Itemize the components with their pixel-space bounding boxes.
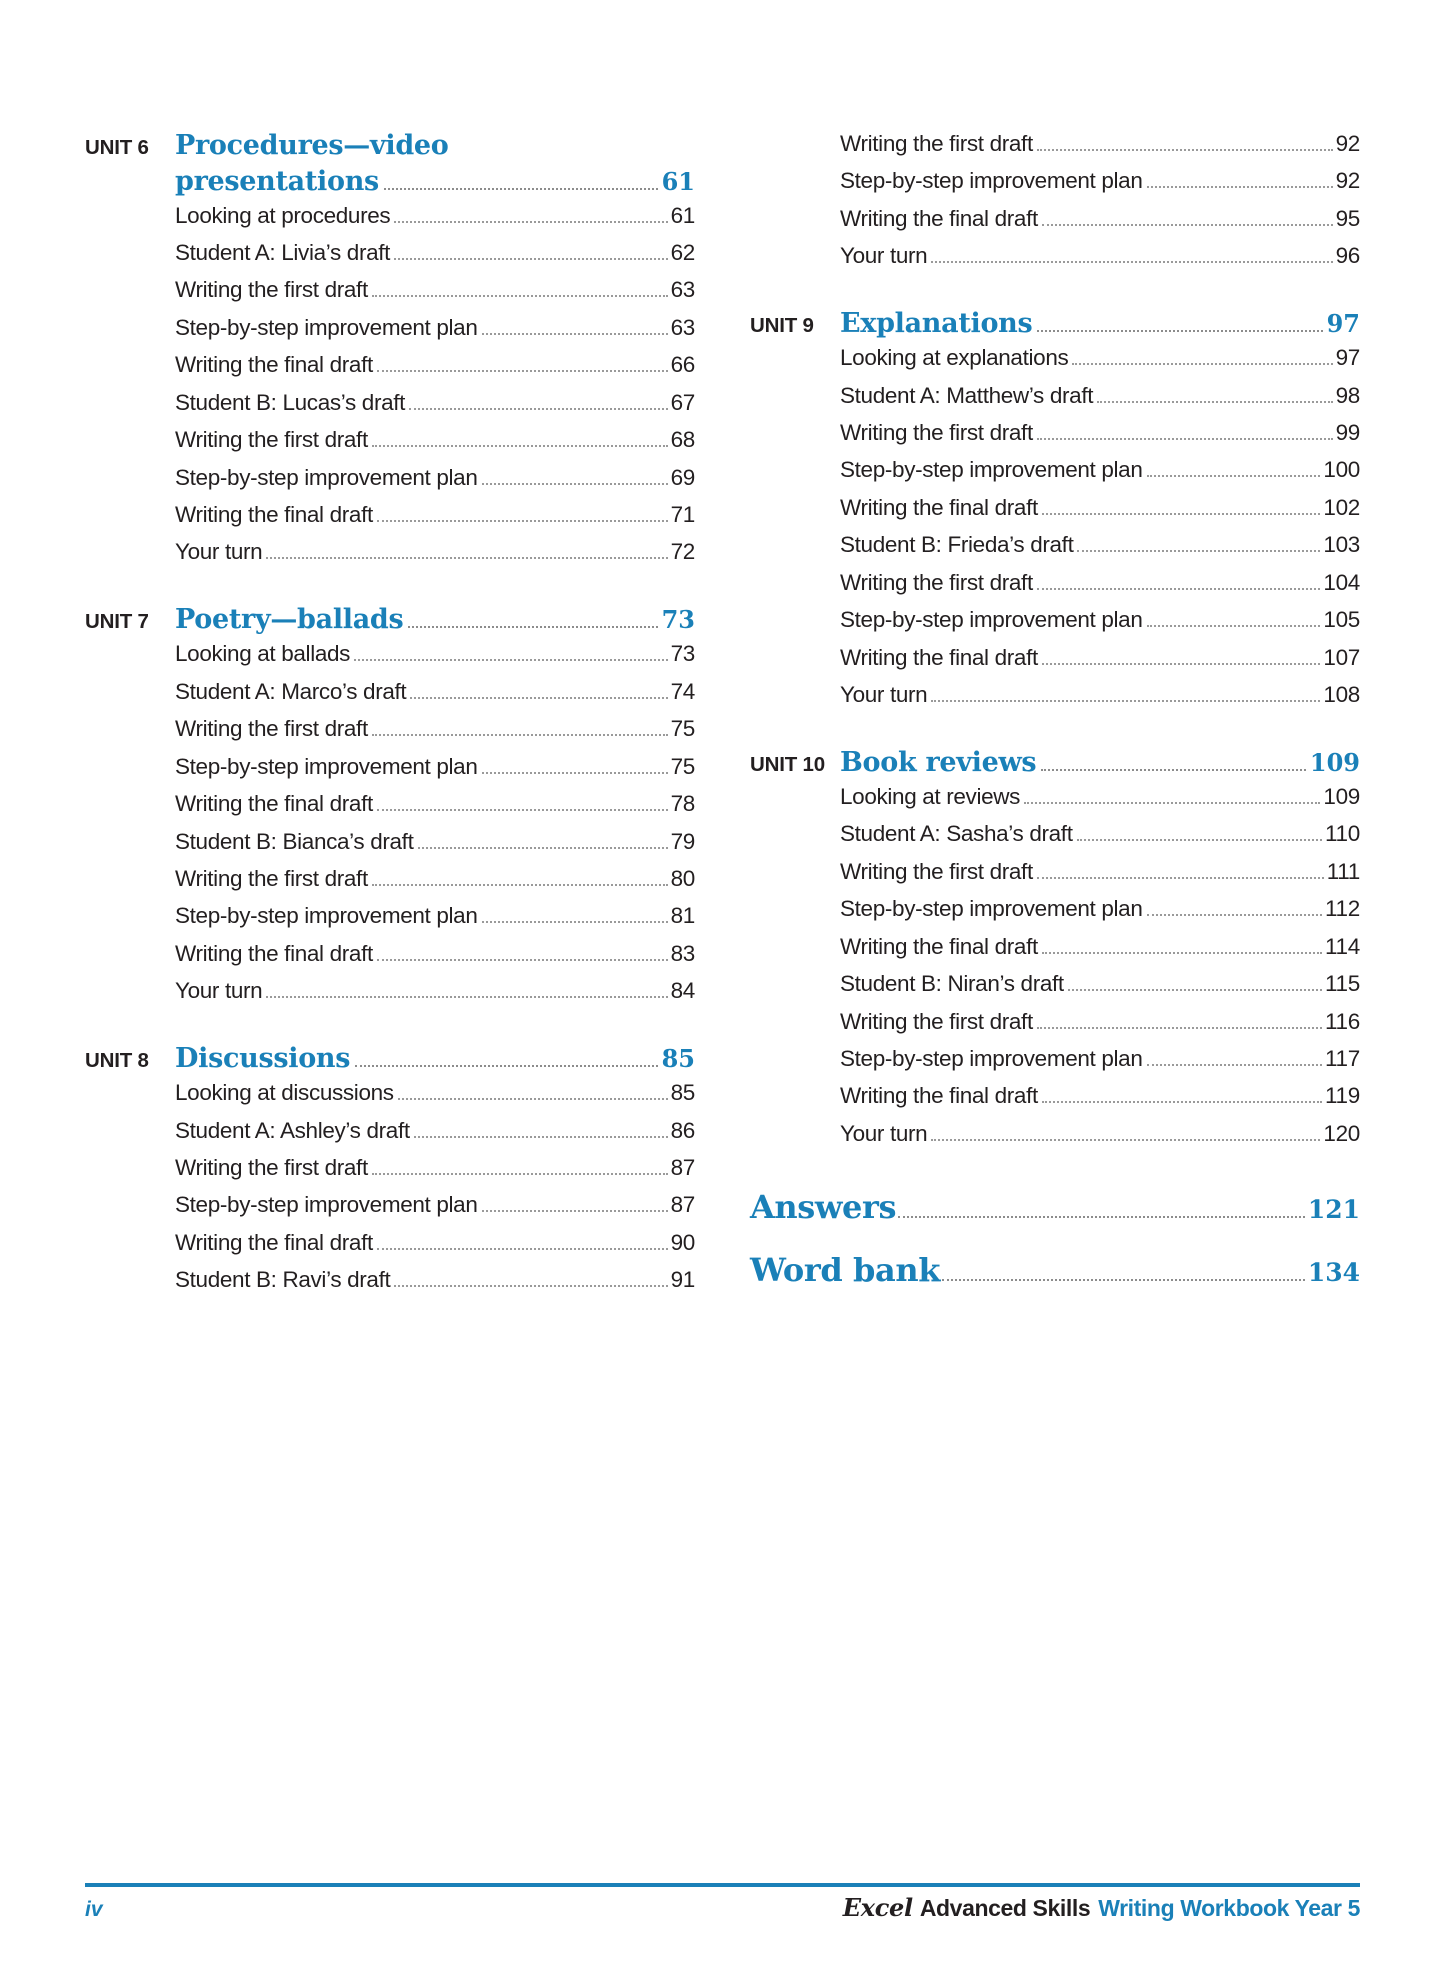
toc-entry[interactable] [175, 638, 695, 670]
toc-unit-block [85, 1041, 695, 1296]
toc-entry-page-number: 83 [670, 940, 695, 966]
toc-entry-page-number: 73 [670, 641, 695, 667]
toc-column-left [85, 128, 695, 1302]
toc-major-section-title: Answers [750, 1187, 897, 1226]
toc-entry-label: Writing the final draft [840, 205, 1038, 231]
toc-unit-title-wrap [175, 602, 695, 638]
toc-unit-page-number: 109 [1309, 748, 1360, 778]
dot-leader [1037, 1026, 1322, 1029]
dot-leader [1042, 1100, 1322, 1103]
toc-entry[interactable] [175, 938, 695, 970]
toc-entry-label: Student A: Livia’s draft [175, 239, 391, 265]
toc-entry[interactable] [175, 1115, 695, 1147]
brand-series-title: Writing Workbook Year 5 [1098, 1895, 1360, 1921]
toc-major-section-page-number: 134 [1307, 1257, 1360, 1287]
toc-entry-label: Student A: Marco’s draft [175, 678, 407, 704]
brand-lockup [843, 1893, 1360, 1922]
toc-entry[interactable] [840, 342, 1360, 374]
dot-leader [408, 625, 657, 628]
toc-entry[interactable] [840, 604, 1360, 636]
toc-entry-label: Looking at ballads [175, 641, 351, 667]
dot-leader [414, 1135, 668, 1138]
toc-entry[interactable] [175, 200, 695, 232]
dot-leader [1068, 988, 1322, 991]
toc-entry-label: Looking at explanations [840, 345, 1069, 371]
toc-entry[interactable] [840, 529, 1360, 561]
dot-leader [377, 808, 668, 811]
dot-leader [1037, 587, 1321, 590]
toc-continued-entries [840, 128, 1360, 272]
dot-leader [931, 699, 1320, 702]
toc-entry-label: Writing the final draft [840, 494, 1038, 520]
toc-entry-label: Writing the final draft [175, 502, 373, 528]
dot-leader [372, 1172, 668, 1175]
toc-unit-title: Explanations [840, 308, 1033, 340]
toc-entry-label: Writing the first draft [175, 716, 368, 742]
toc-entry-label: Step-by-step improvement plan [175, 1192, 478, 1218]
dot-leader [1037, 437, 1333, 440]
dot-leader [1041, 768, 1306, 771]
toc-unit-title-row [175, 164, 695, 200]
toc-unit-number-label: UNIT 10 [750, 753, 825, 777]
toc-unit-title-wrap [840, 745, 1360, 781]
toc-entry-page-number: 79 [670, 828, 695, 854]
toc-entry-page-number: 80 [670, 865, 695, 891]
dot-leader [377, 958, 668, 961]
toc-entry-label: Writing the first draft [175, 1154, 368, 1180]
toc-entry[interactable] [175, 1152, 695, 1184]
toc-entry-page-number: 96 [1335, 243, 1360, 269]
dot-leader [394, 1284, 667, 1287]
toc-entry[interactable] [840, 567, 1360, 599]
toc-unit-page-number: 85 [661, 1044, 695, 1074]
toc-entry-page-number: 69 [670, 464, 695, 490]
toc-entry[interactable] [175, 1189, 695, 1221]
toc-unit-title-line: Procedures—video [175, 130, 449, 161]
toc-entry-label: Your turn [175, 539, 263, 565]
dot-leader [1147, 474, 1321, 477]
dot-leader [1147, 913, 1323, 916]
toc-entry-page-number: 98 [1335, 382, 1360, 408]
toc-entry-label: Writing the final draft [175, 791, 373, 817]
dot-leader [384, 187, 658, 190]
toc-entry-label: Writing the first draft [175, 865, 368, 891]
toc-entry-label: Writing the first draft [840, 858, 1033, 884]
toc-unit-block [85, 128, 695, 568]
toc-unit-entries [840, 342, 1360, 711]
toc-entry-page-number: 114 [1325, 933, 1360, 959]
toc-entry[interactable] [840, 781, 1360, 813]
toc-entry-label: Your turn [840, 682, 928, 708]
dot-leader [942, 1278, 1305, 1281]
toc-entry-label: Student A: Matthew’s draft [840, 382, 1094, 408]
toc-entry[interactable] [175, 424, 695, 456]
folio-number: iv [85, 1898, 103, 1921]
toc-entry-page-number: 120 [1323, 1120, 1360, 1146]
dot-leader [1037, 876, 1324, 879]
toc-entry-label: Student B: Niran’s draft [840, 971, 1064, 997]
dot-leader [1042, 662, 1320, 665]
dot-leader [482, 482, 668, 485]
toc-entry[interactable] [840, 856, 1360, 888]
toc-entry[interactable] [840, 931, 1360, 963]
toc-entry[interactable] [840, 818, 1360, 850]
toc-entry-label: Writing the first draft [840, 1008, 1033, 1034]
toc-entry-label: Writing the final draft [175, 1229, 373, 1255]
toc-entry-page-number: 109 [1323, 783, 1360, 809]
toc-entry-page-number: 68 [670, 427, 695, 453]
dot-leader [372, 444, 668, 447]
toc-column-right [750, 128, 1360, 1302]
toc-unit-heading[interactable] [85, 602, 695, 638]
toc-entry[interactable] [175, 1227, 695, 1259]
dot-leader [377, 1247, 668, 1250]
toc-major-section-page-number: 121 [1307, 1194, 1360, 1224]
toc-entry[interactable] [840, 679, 1360, 711]
toc-entry-page-number: 115 [1325, 971, 1360, 997]
dot-leader [372, 733, 668, 736]
dot-leader [394, 257, 667, 260]
dot-leader [1037, 329, 1322, 332]
toc-entry-page-number: 84 [670, 978, 695, 1004]
toc-unit-heading[interactable] [85, 1041, 695, 1077]
toc-entry-page-number: 102 [1323, 494, 1360, 520]
toc-entry[interactable] [175, 462, 695, 494]
toc-entry-label: Student B: Bianca’s draft [175, 828, 414, 854]
toc-entry-page-number: 87 [670, 1192, 695, 1218]
toc-entry[interactable] [840, 492, 1360, 524]
toc-entry-label: Writing the final draft [840, 644, 1038, 670]
toc-unit-entries [175, 1077, 695, 1296]
toc-entry-page-number: 97 [1335, 345, 1360, 371]
dot-leader [377, 369, 668, 372]
dot-leader [1037, 148, 1333, 151]
toc-unit-entries [175, 200, 695, 569]
dot-leader [1072, 362, 1332, 365]
toc-entry-page-number: 90 [670, 1229, 695, 1255]
toc-entry-label: Writing the final draft [840, 1083, 1038, 1109]
toc-unit-number-label: UNIT 6 [85, 136, 149, 159]
toc-entry-label: Student B: Frieda’s draft [840, 532, 1074, 558]
toc-unit-title-wrap [175, 128, 695, 200]
toc-unit-page-number: 61 [661, 166, 695, 196]
toc-entry-page-number: 108 [1323, 682, 1360, 708]
dot-leader [482, 771, 668, 774]
toc-unit-title: Discussions [175, 1043, 351, 1075]
toc-entry-page-number: 107 [1323, 644, 1360, 670]
toc-entry-label: Your turn [175, 978, 263, 1004]
dot-leader [355, 1064, 657, 1067]
toc-entry[interactable] [175, 274, 695, 306]
toc-entry-label: Writing the first draft [840, 420, 1033, 446]
toc-unit-entries [175, 638, 695, 1007]
toc-unit-title-wrap [840, 306, 1360, 342]
dot-leader [372, 294, 668, 297]
toc-entry[interactable] [175, 676, 695, 708]
dot-leader [266, 556, 667, 559]
toc-unit-title-wrap [175, 1041, 695, 1077]
toc-entry[interactable] [175, 387, 695, 419]
dot-leader [931, 260, 1332, 263]
toc-entry-label: Looking at procedures [175, 202, 391, 228]
toc-unit-block [750, 306, 1360, 711]
toc-unit-number-label: UNIT 7 [85, 610, 149, 634]
toc-entry-page-number: 92 [1335, 131, 1360, 156]
toc-unit-number-label: UNIT 9 [750, 314, 814, 338]
dot-leader [1147, 185, 1333, 188]
toc-entry-page-number: 74 [670, 678, 695, 704]
toc-unit-title-row [175, 602, 695, 638]
toc-entry-page-number: 119 [1325, 1083, 1360, 1109]
toc-entry[interactable] [840, 203, 1360, 235]
dot-leader [482, 332, 668, 335]
toc-entry[interactable] [175, 713, 695, 745]
dot-leader [1097, 400, 1332, 403]
toc-entry[interactable] [175, 751, 695, 783]
toc-entry-label: Looking at reviews [840, 783, 1021, 809]
toc-entry[interactable] [840, 893, 1360, 925]
dot-leader [931, 1138, 1320, 1141]
toc-entry-label: Writing the final draft [840, 933, 1038, 959]
toc-entry[interactable] [840, 1006, 1360, 1038]
toc-entry-page-number: 75 [670, 753, 695, 779]
toc-unit-title: Poetry—ballads [175, 604, 404, 636]
brand-advanced-skills: Advanced Skills [919, 1895, 1091, 1921]
toc-unit-entries [840, 781, 1360, 1150]
toc-unit-heading[interactable] [750, 745, 1360, 781]
toc-entry[interactable] [175, 349, 695, 381]
toc-entry-label: Step-by-step improvement plan [840, 607, 1143, 633]
toc-entry-label: Step-by-step improvement plan [175, 314, 478, 340]
toc-entry-page-number: 92 [1335, 168, 1360, 194]
toc-entry-page-number: 75 [670, 716, 695, 742]
toc-entry-label: Writing the first draft [175, 277, 368, 303]
toc-entry-page-number: 95 [1335, 205, 1360, 231]
toc-columns [85, 128, 1360, 1302]
dot-leader [354, 658, 667, 661]
toc-entry[interactable] [840, 128, 1360, 160]
toc-unit-page-number: 97 [1326, 309, 1360, 339]
toc-unit-page-number: 73 [661, 605, 695, 635]
toc-unit-block [85, 602, 695, 1007]
toc-entry[interactable] [175, 499, 695, 531]
toc-entry-label: Your turn [840, 243, 928, 269]
toc-entry-page-number: 78 [670, 791, 695, 817]
toc-entry-page-number: 99 [1335, 420, 1360, 446]
toc-entry[interactable] [840, 417, 1360, 449]
toc-entry-page-number: 63 [670, 314, 695, 340]
toc-entry-page-number: 111 [1326, 858, 1360, 884]
toc-entry[interactable] [175, 237, 695, 269]
dot-leader [372, 883, 668, 886]
toc-entry-label: Step-by-step improvement plan [175, 464, 478, 490]
page-footer [85, 1893, 1360, 1922]
toc-entry-label: Student A: Sasha’s draft [840, 821, 1073, 847]
toc-unit-number-label: UNIT 8 [85, 1049, 149, 1073]
toc-entry[interactable] [175, 536, 695, 568]
toc-entry[interactable] [840, 642, 1360, 674]
toc-entry-page-number: 105 [1323, 607, 1360, 633]
dot-leader [410, 696, 667, 699]
dot-leader [1147, 624, 1321, 627]
toc-unit-title: presentations [175, 165, 379, 197]
dot-leader [1042, 223, 1333, 226]
toc-entry[interactable] [840, 968, 1360, 1000]
toc-entry-label: Looking at discussions [175, 1080, 394, 1106]
footer-rule [85, 1883, 1360, 1887]
toc-entry-page-number: 67 [670, 389, 695, 415]
toc-entry[interactable] [840, 454, 1360, 486]
toc-entry-label: Writing the final draft [175, 940, 373, 966]
toc-entry[interactable] [175, 1264, 695, 1296]
toc-entry-page-number: 63 [670, 277, 695, 303]
toc-unit-title-row [175, 1041, 695, 1077]
toc-entry-label: Writing the first draft [175, 427, 368, 453]
toc-entry[interactable] [840, 1118, 1360, 1150]
toc-major-section-title: Word bank [750, 1250, 940, 1289]
toc-entry[interactable] [840, 1080, 1360, 1112]
toc-entry-page-number: 116 [1325, 1008, 1360, 1034]
toc-entry-page-number: 112 [1325, 896, 1360, 922]
toc-unit-title-row [840, 306, 1360, 342]
toc-unit-heading[interactable] [85, 128, 695, 200]
toc-entry-label: Student A: Ashley’s draft [175, 1117, 410, 1143]
toc-entry-page-number: 85 [670, 1080, 695, 1106]
dot-leader [1042, 512, 1320, 515]
toc-entry-label: Step-by-step improvement plan [175, 753, 478, 779]
toc-entry-page-number: 103 [1323, 532, 1360, 558]
toc-entry-label: Student B: Lucas’s draft [175, 389, 406, 415]
toc-entry[interactable] [840, 1043, 1360, 1075]
toc-entry-page-number: 91 [670, 1267, 695, 1293]
toc-entry[interactable] [175, 975, 695, 1007]
toc-entry-page-number: 117 [1325, 1046, 1360, 1071]
toc-entry-page-number: 61 [670, 202, 695, 228]
dot-leader [482, 920, 668, 923]
toc-entry-label: Student B: Ravi’s draft [175, 1267, 391, 1293]
toc-entry-label: Step-by-step improvement plan [840, 896, 1143, 922]
toc-entry[interactable] [175, 863, 695, 895]
dot-leader [898, 1215, 1305, 1218]
toc-major-section[interactable] [750, 1251, 1360, 1290]
toc-entry-page-number: 62 [670, 239, 695, 265]
toc-entry-page-number: 104 [1323, 569, 1360, 595]
toc-entry-page-number: 72 [670, 539, 695, 565]
toc-entry-label: Writing the first draft [840, 131, 1033, 156]
dot-leader [1077, 549, 1320, 552]
toc-entry-page-number: 110 [1325, 821, 1360, 847]
dot-leader [266, 995, 667, 998]
dot-leader [1042, 951, 1322, 954]
toc-unit-title-row [840, 745, 1360, 781]
toc-entry[interactable] [175, 312, 695, 344]
dot-leader [377, 519, 668, 522]
toc-unit-heading[interactable] [750, 306, 1360, 342]
toc-entry-label: Step-by-step improvement plan [175, 903, 478, 929]
toc-entry[interactable] [840, 380, 1360, 412]
toc-entry-label: Writing the first draft [840, 569, 1033, 595]
toc-entry-page-number: 87 [670, 1154, 695, 1180]
toc-unit-block [750, 745, 1360, 1150]
toc-entry-page-number: 66 [670, 352, 695, 378]
toc-entry-label: Step-by-step improvement plan [840, 1046, 1143, 1071]
dot-leader [394, 220, 667, 223]
toc-major-section[interactable] [750, 1188, 1360, 1227]
dot-leader [409, 407, 667, 410]
toc-entry-page-number: 71 [670, 502, 695, 528]
dot-leader [418, 846, 668, 849]
toc-entry[interactable] [175, 788, 695, 820]
toc-entry-label: Step-by-step improvement plan [840, 457, 1143, 483]
dot-leader [1147, 1063, 1323, 1066]
toc-unit-title: Book reviews [840, 747, 1037, 779]
brand-excel: Excel [842, 1893, 913, 1922]
dot-leader [1077, 838, 1322, 841]
toc-entry-page-number: 86 [670, 1117, 695, 1143]
toc-entry[interactable] [840, 240, 1360, 272]
toc-entry[interactable] [175, 1077, 695, 1109]
toc-entry-label: Writing the final draft [175, 352, 373, 378]
toc-entry-page-number: 100 [1323, 457, 1360, 483]
toc-entry[interactable] [175, 900, 695, 932]
dot-leader [1024, 801, 1320, 804]
dot-leader [482, 1209, 668, 1212]
toc-entry-page-number: 81 [670, 903, 695, 929]
toc-entry[interactable] [840, 165, 1360, 197]
dot-leader [398, 1097, 668, 1100]
toc-entry-label: Your turn [840, 1120, 928, 1146]
toc-entry[interactable] [175, 826, 695, 858]
toc-entry-label: Step-by-step improvement plan [840, 168, 1143, 194]
